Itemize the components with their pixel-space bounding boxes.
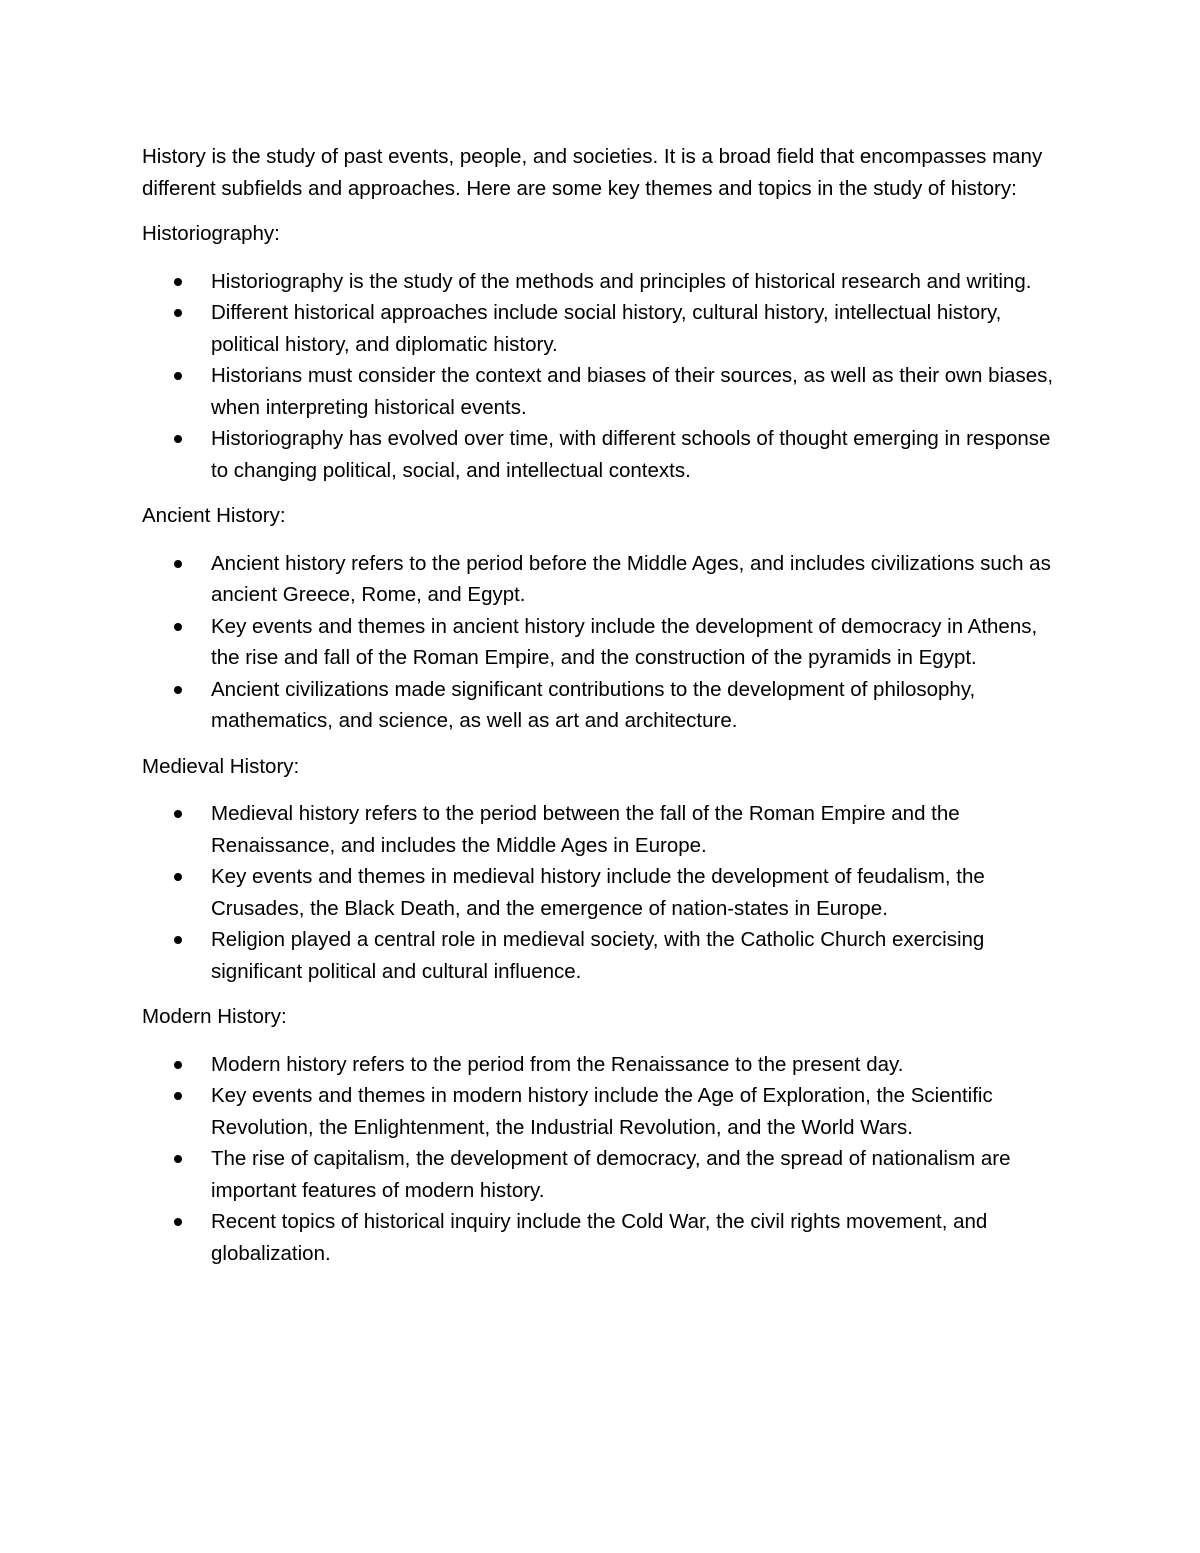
bullet-icon	[174, 1061, 182, 1069]
list-item: The rise of capitalism, the development of democracy, and the spread of nationalism are important features of modern history.	[142, 1143, 1057, 1206]
bullet-icon	[174, 873, 182, 881]
bullet-icon	[174, 435, 182, 443]
list-item: Ancient civilizations made significant contributions to the development of philosophy, mathematics, and science, as well as art and architecture.	[142, 674, 1057, 737]
bullet-icon	[174, 810, 182, 818]
intro-paragraph: History is the study of past events, people, and societies. It is a broad field that encompasses many different subfields and approaches. Here are some key themes and topics in the study of history:	[142, 145, 1043, 200]
bullet-icon	[174, 1092, 182, 1100]
list-item: Historiography has evolved over time, with different schools of thought emerging in response to changing political, social, and intellectual contexts.	[142, 423, 1057, 486]
bullet-icon	[174, 1155, 182, 1163]
document-page	[142, 141, 1057, 1283]
bullet-list-modern-history	[142, 1049, 1057, 1270]
bullet-list-medieval-history	[142, 798, 1057, 987]
bullet-icon	[174, 560, 182, 568]
bullet-icon	[174, 278, 182, 286]
bullet-icon	[174, 936, 182, 944]
list-item: Key events and themes in modern history include the Age of Exploration, the Scientific Revolution, the Enlightenment, the Industrial Revolution, and the World Wars.	[142, 1080, 1057, 1143]
bullet-icon	[174, 623, 182, 631]
bullet-icon	[174, 1218, 182, 1226]
list-item: Historians must consider the context and biases of their sources, as well as their own biases, when interpreting historical events.	[142, 360, 1057, 423]
section-heading-modern-history: Modern History:	[142, 1005, 287, 1028]
bullet-icon	[174, 372, 182, 380]
list-item: Recent topics of historical inquiry include the Cold War, the civil rights movement, and globalization.	[142, 1206, 1057, 1269]
section-heading-ancient-history: Ancient History:	[142, 504, 286, 527]
bullet-icon	[174, 686, 182, 694]
list-item: Key events and themes in ancient history include the development of democracy in Athens, the rise and fall of the Roman Empire, and the construction of the pyramids in Egypt.	[142, 611, 1057, 674]
list-item: Key events and themes in medieval history include the development of feudalism, the Crusades, the Black Death, and the emergence of nation-states in Europe.	[142, 861, 1057, 924]
list-item: Different historical approaches include social history, cultural history, intellectual history, political history, and diplomatic history.	[142, 297, 1057, 360]
bullet-icon	[174, 309, 182, 317]
list-item: Ancient history refers to the period before the Middle Ages, and includes civilizations such as ancient Greece, Rome, and Egypt.	[142, 548, 1057, 611]
section-heading-medieval-history: Medieval History:	[142, 754, 300, 778]
bullet-list-ancient-history	[142, 548, 1057, 737]
list-item: Historiography is the study of the methods and principles of historical research and writing.	[142, 266, 1057, 298]
list-item: Medieval history refers to the period between the fall of the Roman Empire and the Renaissance, and includes the Middle Ages in Europe.	[142, 798, 1057, 861]
list-item: Modern history refers to the period from the Renaissance to the present day.	[142, 1049, 1057, 1081]
list-item: Religion played a central role in medieval society, with the Catholic Church exercising significant political and cultural influence.	[142, 924, 1057, 987]
bullet-list-historiography	[142, 266, 1057, 487]
section-heading-historiography: Historiography:	[142, 222, 280, 245]
